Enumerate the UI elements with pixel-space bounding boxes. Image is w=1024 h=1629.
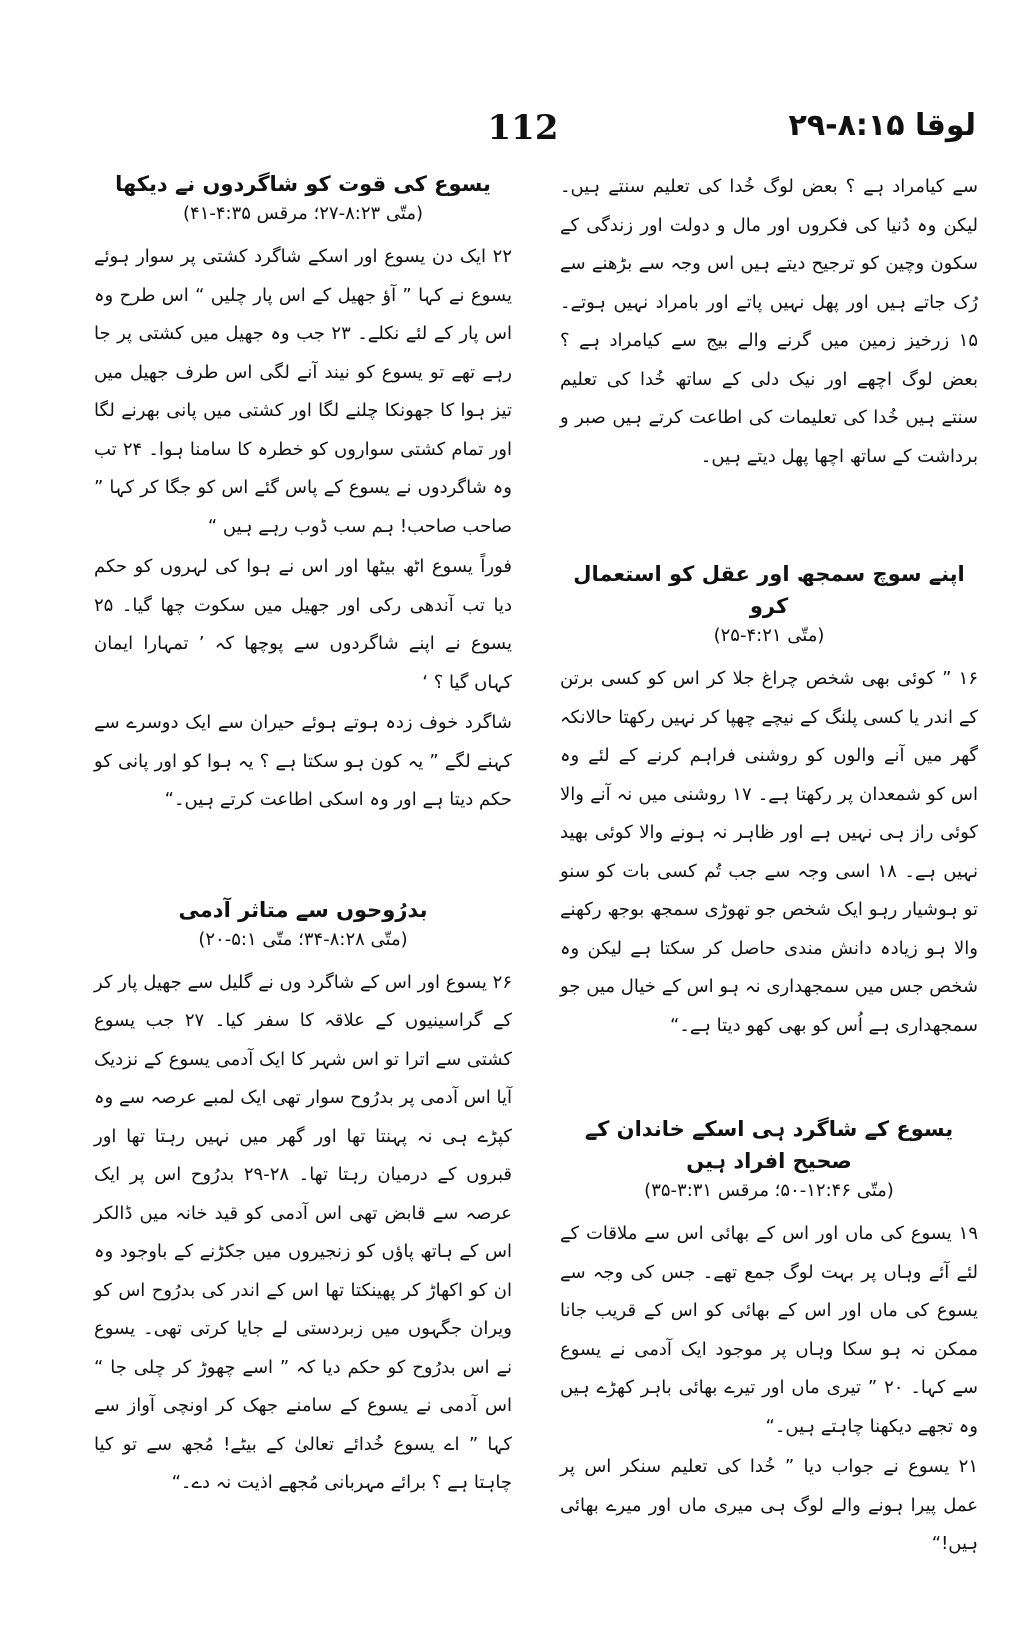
section-paragraph: شاگرد خوف زدہ ہوتے ہوئے حیران سے ایک دوسرے سے کہنے لگے ” یہ کون ہو سکتا ہے ؟ یہ ہوا کو اور پانی کو حکم دیتا ہے اور وہ اسکی اطاعت کرتے ہیں۔“ bbox=[94, 712, 512, 810]
section-reference: (متّی ۱۲:۴۶-۵۰؛ مرقس ۳:۳۱-۳۵) bbox=[644, 1180, 894, 1201]
section-paragraph: ۲۶ یسوع اور اس کے شاگرد وں نے گلیل سے جھیل پار کر کے گراسینیوں کے علاقہ کا سفر کیا۔ ۲۷ جب یسوع کشتی سے اترا تو اس شہر کا ایک آدمی یسوع کے نزدیک آیا اس آدمی پر بدرُوح سوار تھی ایک لمبے عرصہ سے وہ کپڑے ہی نہ پہنتا تھا اور گھر میں نہیں رہتا تھا اور قبروں کے درمیان رہتا تھا۔ ۲۸-۲۹ بدرُوح اس پر ایک عرصہ سے قابض تھی اس آدمی کو قید خانہ میں ڈالکر اس کے ہاتھ پاؤں کو زنجیروں میں جکڑنے کے باوجود وہ ان کو اکھاڑ کر پھینکتا تھا اس کے اندر کی بدرُوح اس کو ویران جگہوں میں زبردستی لے جایا کرتی تھی۔ یسوع نے اس بدرُوح کو حکم دیا کہ ” اسے چھوڑ کر چلی جا “ اس آدمی نے یسوع کے سامنے جھک کر اونچی آواز سے کہا ” اے یسوع خُدائے تعالیٰ کے بیٹے! مُجھ سے تو کیا چاہتا ہے ؟ برائے مہربانی مُجھے اذیت نہ دے۔“ bbox=[94, 971, 512, 1493]
section-paragraph: ۲۲ ایک دن یسوع اور اسکے شاگرد کشتی پر سوار ہوئے یسوع نے کہا ” آؤ جھیل کے اس پار چلیں “ اس طرح وہ اس پار کے لئے نکلے۔ ۲۳ جب وہ جھیل میں کشتی پر جا رہے تھے تو یسوع کو نیند آنے لگی اس طرف جھیل میں تیز ہوا کا جھونکا چلنے لگا اور کشتی میں پانی بھرنے لگا اور تمام کشتی سواروں کو خطرہ کا سامنا ہوا۔ ۲۴ تب وہ شاگردوں نے یسوع کے پاس گئے اس کو جگا کر کہا ” صاحب صاحب! ہم سب ڈوب رہے ہیں “ bbox=[94, 246, 512, 537]
right-column bbox=[560, 168, 978, 1566]
page-number: 112 bbox=[487, 108, 559, 148]
section-reference: (متّی ۸:۲۳-۲۷؛ مرقس ۴:۳۵-۴۱) bbox=[183, 203, 423, 224]
section-gap bbox=[560, 478, 978, 558]
section-paragraph: ۲۱ یسوع نے جواب دیا ” خُدا کی تعلیم سنکر اس پر عمل پیرا ہونے والے لوگ ہی میری ماں اور میرے بھائی ہیں!“ bbox=[560, 1456, 978, 1554]
page-header bbox=[0, 108, 1024, 158]
section-paragraph: ۱۹ یسوع کی ماں اور اس کے بھائی اس سے ملاقات کے لئے آئے وہاں پر بہت لوگ جمع تھے۔ جس کی وجہ سے یسوع کی ماں اور اس کے بھائی کو اس کے قریب جانا ممکن نہ ہو سکا وہاں پر موجود ایک آدمی نے یسوع سے کہا۔ ۲۰ ” تیری ماں اور تیرے بھائی باہر کھڑے ہیں وہ تجھے دیکھنا چاہتے ہیں۔“ bbox=[560, 1223, 978, 1437]
section-paragraph: فوراً یسوع اٹھ بیٹھا اور اس نے ہوا کی لہروں کو حکم دیا تب آندھی رکی اور جھیل میں سکوت چھا گیا۔ ۲۵ یسوع نے اپنے شاگردوں سے پوچھا کہ ’ تمہارا ایمان کہاں گیا ؟ ‘ bbox=[94, 556, 512, 693]
section-reference: (متّی ۴:۲۱-۲۵) bbox=[713, 625, 825, 646]
section-paragraph: ۱۶ ” کوئی بھی شخص چراغ جلا کر اس کو کسی برتن کے اندر یا کسی پلنگ کے نیچے چھپا کر نہیں رکھتا حالانکہ گھر میں آنے والوں کو روشنی فراہم کرنے کے لئے وہ اس کو شمعدان پر رکھتا ہے۔ ۱۷ روشنی میں نہ آنے والا کوئی راز ہی نہیں ہے اور ظاہر نہ ہونے والا کوئی بھید نہیں ہے۔ ۱۸ اسی وجہ سے جب تُم کسی بات کو سنو تو ہوشیار رہو ایک شخص جو تھوڑی سمجھ بوجھ رکھنے والا ہو زیادہ دانش مندی حاصل کر سکتا ہے لیکن وہ شخص جس میں سمجھداری نہ ہو اس کے خیال میں جو سمجھداری ہے اُس کو بھی کھو دیتا ہے۔“ bbox=[560, 668, 978, 1036]
left-column bbox=[94, 168, 512, 1505]
running-head: لوقا ۸:۱۵-۲۹ bbox=[788, 108, 976, 143]
section-gap bbox=[94, 822, 512, 894]
section-title: اپنے سوچ سمجھ اور عقل کو استعمال کرو bbox=[573, 562, 965, 618]
section-title: یسوع کے شاگرد ہی اسکے خاندان کے صحیح افراد ہیں bbox=[584, 1117, 954, 1173]
section-title: یسوع کی قوت کو شاگردوں نے دیکھا bbox=[115, 172, 491, 196]
section-gap bbox=[560, 1047, 978, 1113]
section-title: بدرُوحوں سے متاثر آدمی bbox=[178, 897, 428, 922]
section-reference: (متّی ۸:۲۸-۳۴؛ متّی ۵:۱-۲۰) bbox=[198, 928, 408, 950]
intro-paragraph: سے کیامراد ہے ؟ بعض لوگ خُدا کی تعلیم سنتے ہیں۔ لیکن وہ دُنیا کی فکروں اور مال و دولت اور زندگی کے سکون وچین کو ترجیح دیتے ہیں اس وجہ سے بڑھنے سے رُک جاتے ہیں اور پھل نہیں پاتے اور بامراد نہیں ہوتے۔ ۱۵ زرخیز زمین میں گرنے والے بیج سے کیامراد ہے ؟ بعض لوگ اچھے اور نیک دلی کے ساتھ خُدا کی تعلیم سنتے ہیں خُدا کی تعلیمات کی اطاعت کرتے ہیں صبر و برداشت کے ساتھ اچھا پھل دیتے ہیں۔ bbox=[560, 176, 978, 467]
